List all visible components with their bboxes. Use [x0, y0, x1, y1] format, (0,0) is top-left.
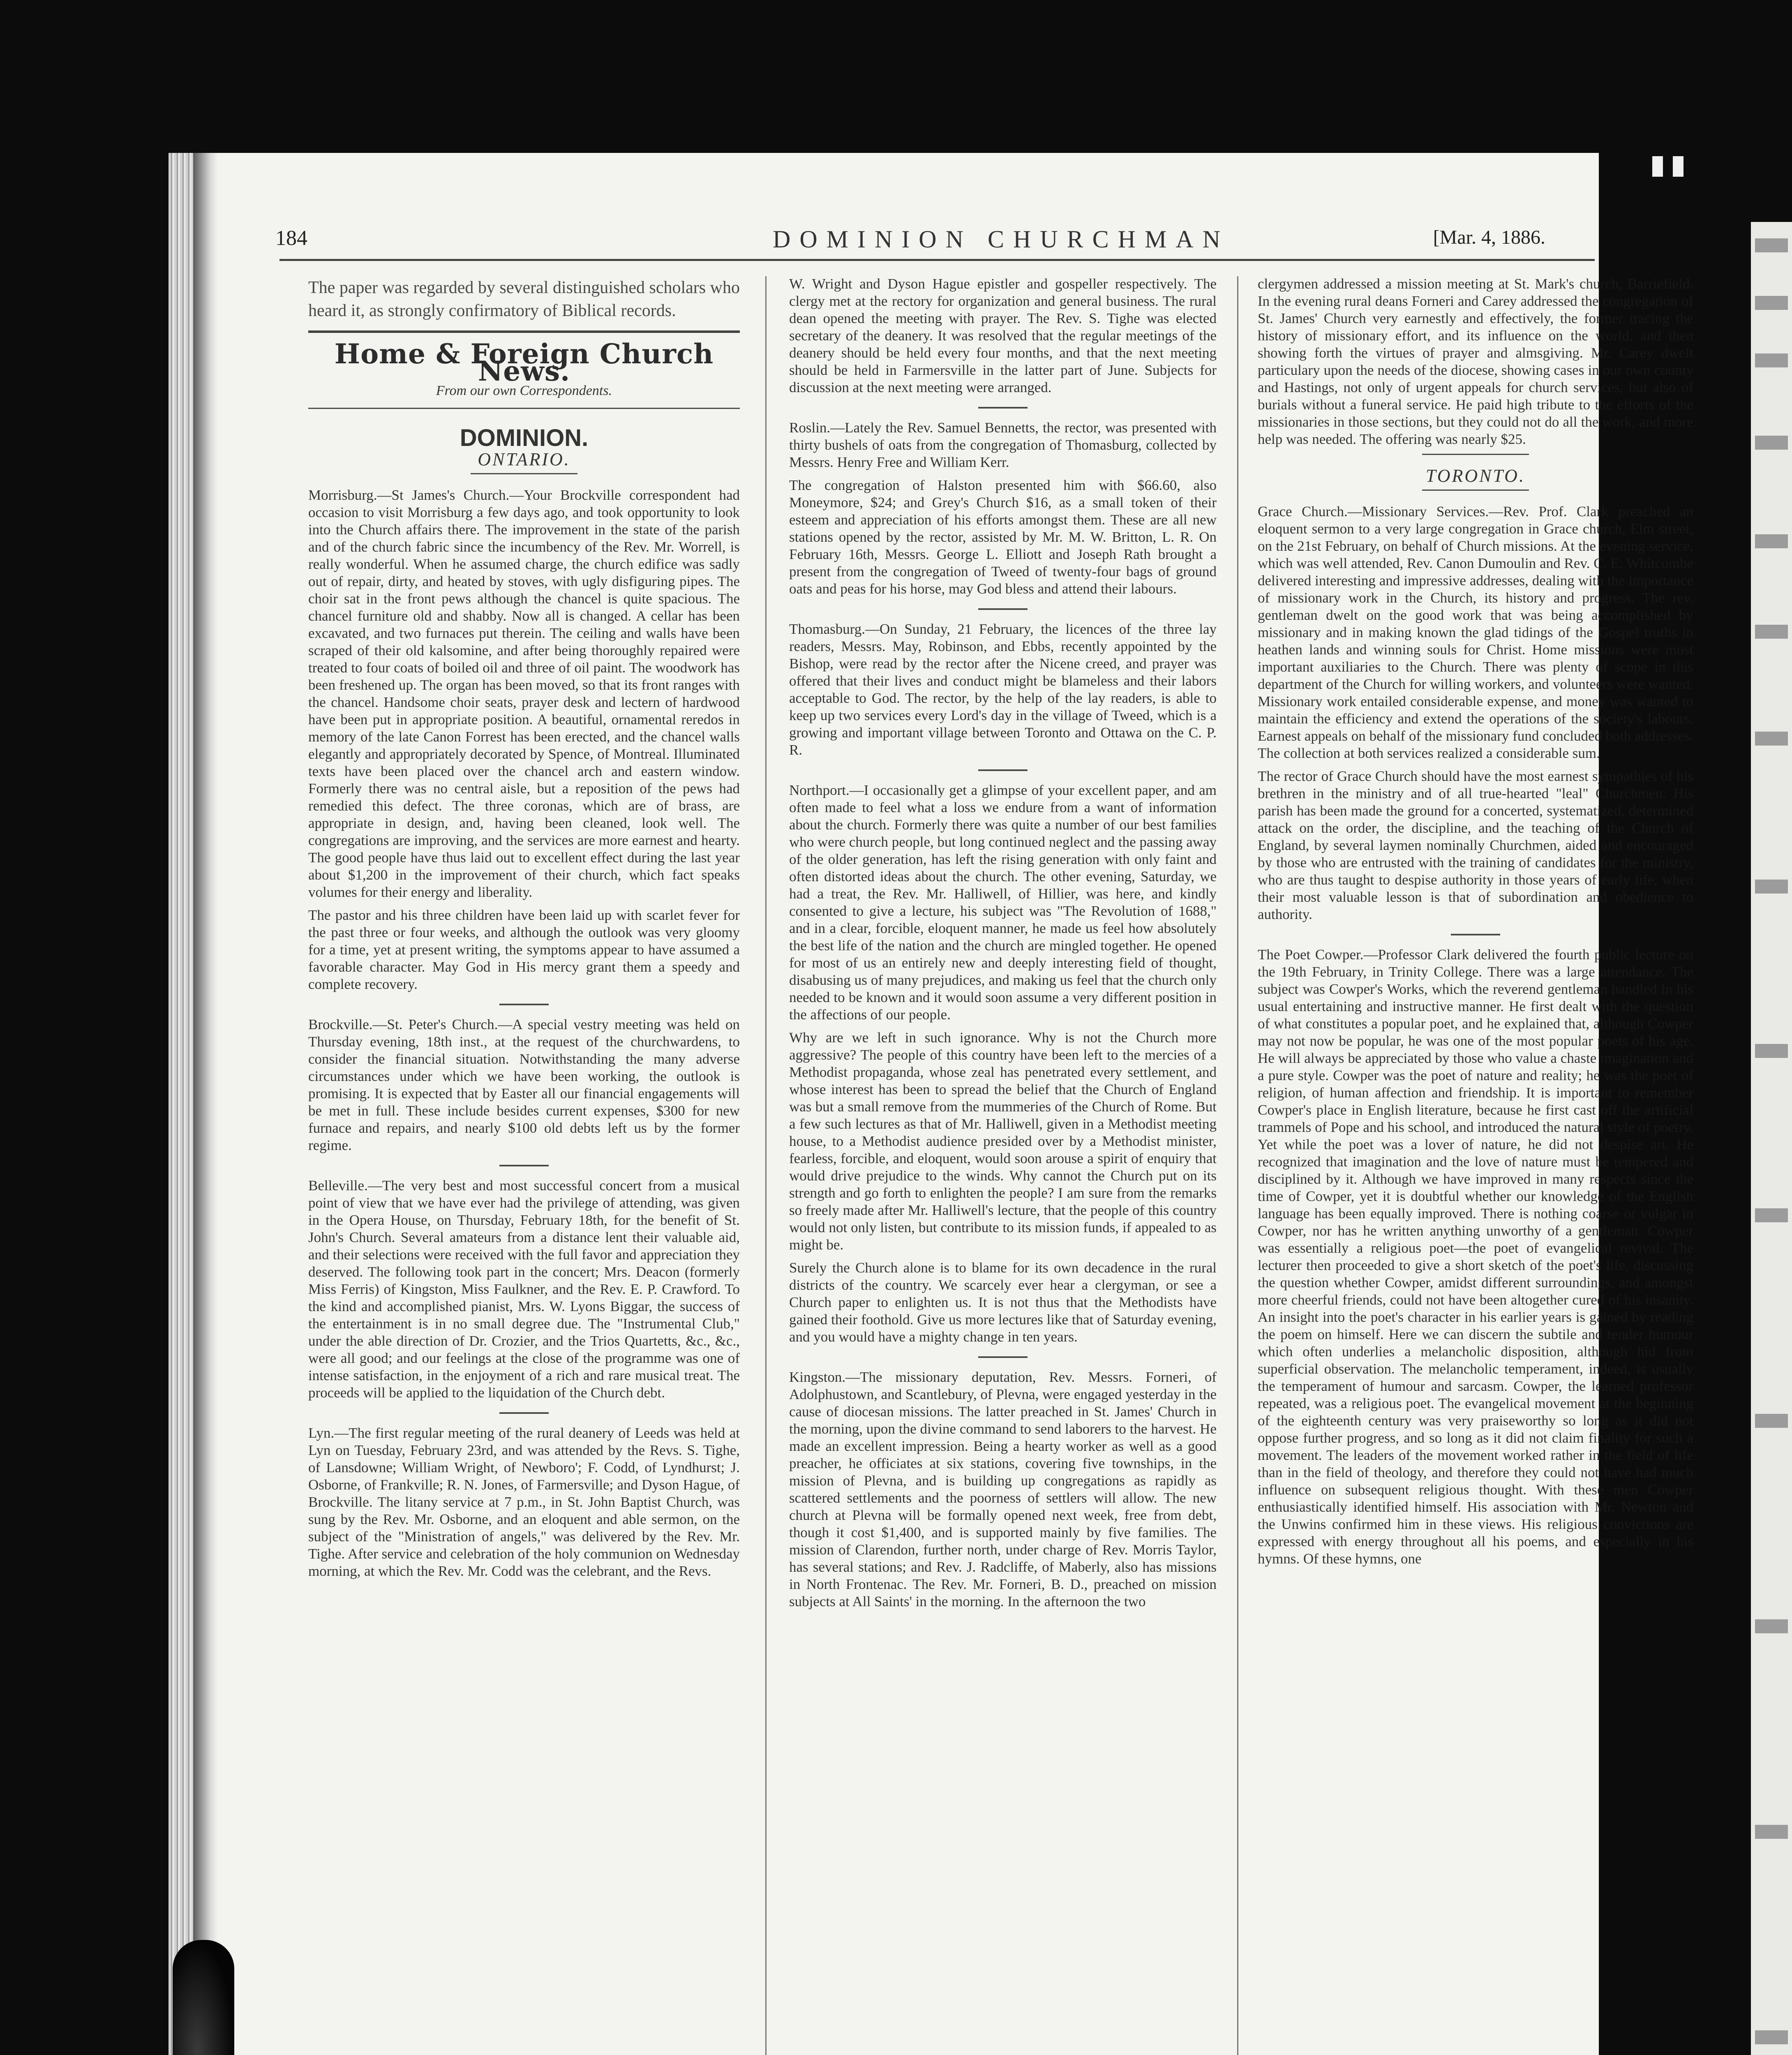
- section-subtitle: From our own Correspondents.: [436, 383, 612, 398]
- heading-dominion: DOMINION.: [460, 425, 589, 451]
- page-number: 184: [275, 226, 307, 250]
- article-lyn-cont: W. Wright and Dyson Hague epistler and gospeller respectively. The clergy met at the rectory for organization and general business. The rural dean opened the meeting with prayer. The Rev. S. Tighe was elected secretary of the deanery. It was resolved that the regular meetings of the deanery should be held every four months, and that the next meeting should be held in Farmersville in the latter part of June. Subjects for discussion at the next meeting were arranged.: [789, 276, 1217, 395]
- corner-marks-icon: [1652, 156, 1689, 177]
- column-3: [1258, 275, 1693, 1573]
- column-2: [789, 275, 1217, 1616]
- header-rule: [279, 259, 1595, 261]
- article-morrisburg: Morrisburg.—St James's Church.—Your Brockville correspondent had occasion to visit Morrisburg a few days ago, and took opportunity to look into the Church affairs there. The improvement in the state of the parish and of the church fabric since the incumbency of the Rev. Mr. Worrell, is really wonderful. When he assumed charge, the church edifice was sadly out of repair, dirty, and heated by stoves, with ugly disfiguring pipes. The choir sat in the front pews although the chancel is quite spacious. The chancel furniture old and shabby. Now all is changed. A cellar has been excavated, and two furnaces put therein. The ceiling and walls have been scraped of their old kalsomine, and after being thoroughly repaired were treated to four coats of boiled oil and three of oil paint. The woodwork has been freshened up. The organ has been moved, so that its front ranges with the chancel. Handsome choir seats, prayer desk and lectern of hardwood have been put in appropriate position. A beautiful, ornamental reredos in memory of the late Canon Forrest has been erected, and the chancel walls elegantly and appropriately decorated by Spence, of Montreal. Illuminated texts have been placed over the chancel arch and eastern window. Formerly there was no central aisle, but a reposition of the pews had remedied this defect. The three coronas, which are of brass, are appropriate in design, and, having been cleaned, look well. The congregations are improving, and the services are more earnest and hearty. The good people have thus laid out to excellent effect during the last year about $1,200 in the improvement of their church, which fact speaks volumes for their energy and liberality.: [308, 487, 740, 900]
- article-northport: Northport.—I occasionally get a glimpse of your excellent paper, and am often made to feel what a loss we endure from a want of information about the church. Formerly there was quite a number of our best families who were church people, but long continued neglect and the passing away of the older generation, has left the rising generation with only faint and often distorted ideas about the church. The other evening, Saturday, we had a treat, the Rev. Mr. Halliwell, of Hillier, was here, and kindly consented to give a lecture, his subject was "The Revolution of 1688," and in a clear, forcible, eloquent manner, he made us feel how absolutely the best life of the nation and the church are mingled together. He opened for most of us an entirely new and deeply interesting field of thought, disabusing us of many prejudices, and making us feel that the church only needed to be known and it would soon assume a very different position in the affections of our people.: [789, 782, 1217, 1023]
- book-clip: [173, 1940, 234, 2055]
- article-separator: [978, 608, 1028, 610]
- masthead-title: DOMINION CHURCHMAN: [773, 226, 1230, 253]
- article-separator: [978, 769, 1028, 771]
- article-kingston: Kingston.—The missionary deputation, Rev. Messrs. Forneri, of Adolphustown, and Scantlebury, of Plevna, were engaged yesterday in the cause of diocesan missions. The latter preached in St. James' Church in the morning, upon the divine command to send laborers to the harvest. He made an excellent impression. Being a hearty worker as well as a good preacher, he officiates at six stations, covering five townships, in the mission of Plevna, and is building up congregations as rapidly as scattered settlements and the poorness of settlers will allow. The new church at Plevna will be formally opened next week, free from debt, though it cost $1,400, and is supported mainly by five families. The mission of Clarendon, further north, under charge of Rev. Morris Taylor, has several stations; and Rev. J. Radcliffe, of Maberly, also has missions in North Frontenac. The Rev. Mr. Forneri, B. D., preached on mission subjects at All Saints' in the morning. In the afternoon the two: [789, 1369, 1217, 1609]
- heading-toronto: TORONTO.: [1426, 466, 1525, 486]
- newspaper-page: [193, 153, 1693, 2055]
- heading-rule: [471, 473, 577, 474]
- article-separator: [978, 407, 1028, 409]
- article-belleville: Belleville.—The very best and most successful concert from a musical point of view that we have ever had the privilege of attending, was given in the Opera House, on Thursday, February 18th, for the benefit of St. John's Church. Several amateurs from a distance lent their valuable aid, and their selections were received with the full favor and appreciation they deserved. The following took part in the concert; Mrs. Deacon (formerly Miss Ferris) of Kingston, Miss Faulkner, and the Rev. E. P. Crawford. To the kind and accomplished pianist, Mrs. W. Lyons Biggar, the success of the entertainment is in no small degree due. The "Instrumental Club," under the able direction of Dr. Crozier, and the Trios Quartetts, &c., &c., were all good; and our feelings at the close of the programme was one of intense satisfaction, in the enjoyment of a rich and rare musical treat. The proceeds will be applied to the liquidation of the Church debt.: [308, 1178, 740, 1401]
- intro-paragraph: The paper was regarded by several distinguished scholars who heard it, as strongly confirmatory of Biblical records.: [308, 278, 740, 320]
- article-separator: [1451, 934, 1500, 935]
- article-separator: [978, 1356, 1028, 1358]
- issue-date: [Mar. 4, 1886.: [1433, 226, 1545, 248]
- article-brockville: Brockville.—St. Peter's Church.—A special vestry meeting was held on Thursday evening, 18th inst., at the request of the churchwardens, to consider the financial situation. Notwithstanding the many adverse circumstances under which we have been working, the outlook is promising. It is expected that by Easter all our financial engagements will be met in full. These include besides current expenses, $300 for new furnace and repairs, and nearly $100 old debts left us by the former regime.: [308, 1016, 740, 1153]
- article-poet-cowper: The Poet Cowper.—Professor Clark delivered the fourth public lecture on the 19th February, in Trinity College. There was a large attendance. The subject was Cowper's Works, which the reverend gentleman handled in his usual entertaining and instructive manner. He first dealt with the question of what constitutes a popular poet, and he explained that, although Cowper may not now be popular, he was one of the most popular poets of his age. He will always be appreciated by those who value a chaste imagination and a pure style. Cowper was the poet of nature and reality; he was the poet of religion, of human affection and friendship. It is important to remember Cowper's place in English literature, because he first cast off the artificial trammels of Pope and his school, and introduced the natural style of poetry. Yet while the poet was a lover of nature, he did not despise art. He recognized that imagination and the love of nature must be tempered and disciplined by it. Although we have improved in many respects since the time of Cowper, yet it is doubtful whether our knowledge of the English language has been equally improved. There is nothing coarse or vulgar in Cowper, nor has he written anything unworthy of a gentleman. Cowper was essentially a religious poet—the poet of evangelical revival. The lecturer then proceeded to give a short sketch of the poet's life, discussing the question whether Cowper, amidst different surroundings, and amongst more cheerful friends, could not have been altogether cured of his insanity. An insight into the poet's character in his earlier years is gained by reading the poem on himself. Here we can discern the subtile and tender humour which often underlies a melancholic disposition, although hid from superficial observation. The melancholic temperament, indeed, is usually the temperament of humour and sarcasm. Cowper, the learned professor repeated, was a religious poet. The evangelical movement at the beginning of the eighteenth century was very praiseworthy so long as it did not oppose further progress, and so long as it did not claim finality for such a movement. The leaders of the movement worked rather in the field of life than in the field of theology, and therefore they could not have had much influence on subsequent religious thought. With these men Cowper enthusiastically identified himself. His association with Mr. Newton and the Unwins confirmed him in these views. His religious convictions are expressed with energy throughout all his poems, and especially in his hymns. Of these hymns, one: [1258, 947, 1693, 1567]
- page-header: [218, 226, 1595, 259]
- section-banner: Home & Foreign Church News.: [334, 338, 714, 387]
- column-divider: [765, 276, 767, 2055]
- article-grace-church-cont: The rector of Grace Church should have the most earnest sympathies of his brethren in the ministry and of all true-hearted "leal" Churchmen. His parish has been made the ground for a concerted, systematized, determined attack on the order, the discipline, and the teaching of the Church of England, by several laymen nominally Churchmen, aided and encouraged by those who are entrusted with the training of candidates for the ministry, who are thus taught to despise authority in those years of early life, when their most valuable lesson is that of subordination and obedience to authority.: [1258, 768, 1693, 922]
- heading-rule: [1422, 490, 1529, 491]
- column-1: [308, 276, 740, 1586]
- article-northport-end: Surely the Church alone is to blame for its own decadence in the rural districts of the country. We scarcely ever hear a clergyman, or see a Church paper to enlighten us. It is not thus that the Methodists have gained their foothold. Give us more lectures like that of Saturday evening, and you would have a mighty change in ten years.: [789, 1260, 1217, 1345]
- article-separator: [499, 1165, 549, 1166]
- section-rule: [308, 330, 740, 333]
- article-northport-cont: Why are we left in such ignorance. Why is not the Church more aggressive? The people of this country have been left to the mercies of a Methodist propaganda, whose zeal has penetrated every settlement, and whose interest has been to spread the belief that the Church of England was but a small remove from the mummeries of the Church of Rome. But a few such lectures as that of Mr. Halliwell, given in a Methodist meeting house, to a Methodist audience presided over by a Methodist minister, fearless, forcible, and eloquent, would soon arouse a spirit of enquiry that would drive prejudice to the winds. Why cannot the Church put on its strength and go forth to enlighten the people? I am sure from the remarks so freely made after Mr. Halliwell's lecture, that the people of this country would not only listen, but contribute to its mission funds, if appealed to as might be.: [789, 1030, 1217, 1253]
- article-thomasburg: Thomasburg.—On Sunday, 21 February, the licences of the three lay readers, Messrs. May, Robinson, and Ebbs, recently appointed by the Bishop, were read by the rector after the Nicene creed, and prayer was offered that their lives and conduct might be blameless and their labors acceptable to God. The rector, by the help of the lay readers, is able to keep up two services every Lord's day in the village of Tweed, which is a growing and important village between Toronto and Ottawa on the C. P. R.: [789, 621, 1217, 758]
- banner-rule: [308, 408, 740, 409]
- article-kingston-cont: clergymen addressed a mission meeting at St. Mark's church, Barriefield. In the evening rural deans Forneri and Carey addressed the congregation of St. James' Church very earnestly and effectively, the former tracing the history of missionary effort, and its influence on the world, and then showing forth the virtues of prayer and almsgiving. Mr. Carey dwelt particulary upon the needs of the diocese, showing cases in our own county and Hastings, not only of urgent appeals for church services, but also of burials without a funeral service. He paid high tribute to the efforts of the missionaries in those sections, but they could not do all the work, and more help was needed. The offering was nearly $25.: [1258, 276, 1693, 447]
- article-lyn: Lyn.—The first regular meeting of the rural deanery of Leeds was held at Lyn on Tuesday, February 23rd, and was attended by the Revs. S. Tighe, of Lansdowne; William Wright, of Newboro'; F. Codd, of Lyndhurst; J. Osborne, of Frankville; R. N. Jones, of Farmersville; and Dyson Hague, of Brockville. The litany service at 7 p.m., in St. John Baptist Church, was sung by the Rev. Mr. Osborne, and an eloquent and able sermon, on the subject of the "Ministration of angels," was delivered by the Rev. Mr. Tighe. After service and celebration of the holy communion on Wednesday morning, at which the Rev. Mr. Codd was the celebrant, and the Revs.: [308, 1425, 740, 1579]
- article-roslin-cont: The congregation of Halston presented him with $66.60, also Moneymore, $24; and Grey's Church $16, as a small token of their esteem and appreciation of his efforts amongst them. These are all new stations opened by the rector, assisted by Mr. M. W. Britton, L. R. On February 16th, Messrs. George L. Elliott and Joseph Rath brought a present from the congregation of Tweed of twenty-four bags of ground oats and peas for his horse, may God bless and attend their labours.: [789, 477, 1217, 597]
- heading-ontario: ONTARIO.: [478, 449, 570, 469]
- article-grace-church: Grace Church.—Missionary Services.—Rev. Prof. Clark preached an eloquent sermon to a very large congregation in Grace church, Elm street, on the 21st February, on behalf of Church missions. At the evening service, which was well attended, Rev. Canon Dumoulin and Rev. C. E. Whitcombe delivered interesting and impressive addresses, dealing with the importance of missionary work in the Church, its history and progress. The rev. gentleman dwelt on the good work that was being accomplished by missionary and in making known the glad tidings of the Gospel truths in heathen lands and winning souls for Christ. Home missions were most important auxiliaries to the Church. There was plenty of scope in this department of the Church for willing workers, and volunteers were wanted. Missionary work entailed considerable expense, and money was wanted to maintain the efficiency and extend the operations of the society's labours. Earnest appeals on behalf of the missionary fund concluded both addresses. The collection at both services realized a considerable sum.: [1258, 503, 1693, 761]
- article-roslin: Roslin.—Lately the Rev. Samuel Bennetts, the rector, was presented with thirty bushels of oats from the congregation of Thomasburg, collected by Messrs. Henry Free and William Kerr.: [789, 420, 1217, 470]
- article-separator: [499, 1004, 549, 1005]
- column-divider: [1237, 276, 1238, 2055]
- book-spine-shadow: [193, 153, 218, 2055]
- heading-rule: [1422, 454, 1529, 455]
- facing-page-edge: [1751, 222, 1792, 2055]
- article-separator: [499, 1412, 549, 1414]
- article-morrisburg-cont: The pastor and his three children have been laid up with scarlet fever for the past three or four weeks, and although the outlook was very gloomy for a time, yet at present writing, the symptoms appear to have assumed a favorable character. May God in His mercy grant them a speedy and complete recovery.: [308, 907, 740, 992]
